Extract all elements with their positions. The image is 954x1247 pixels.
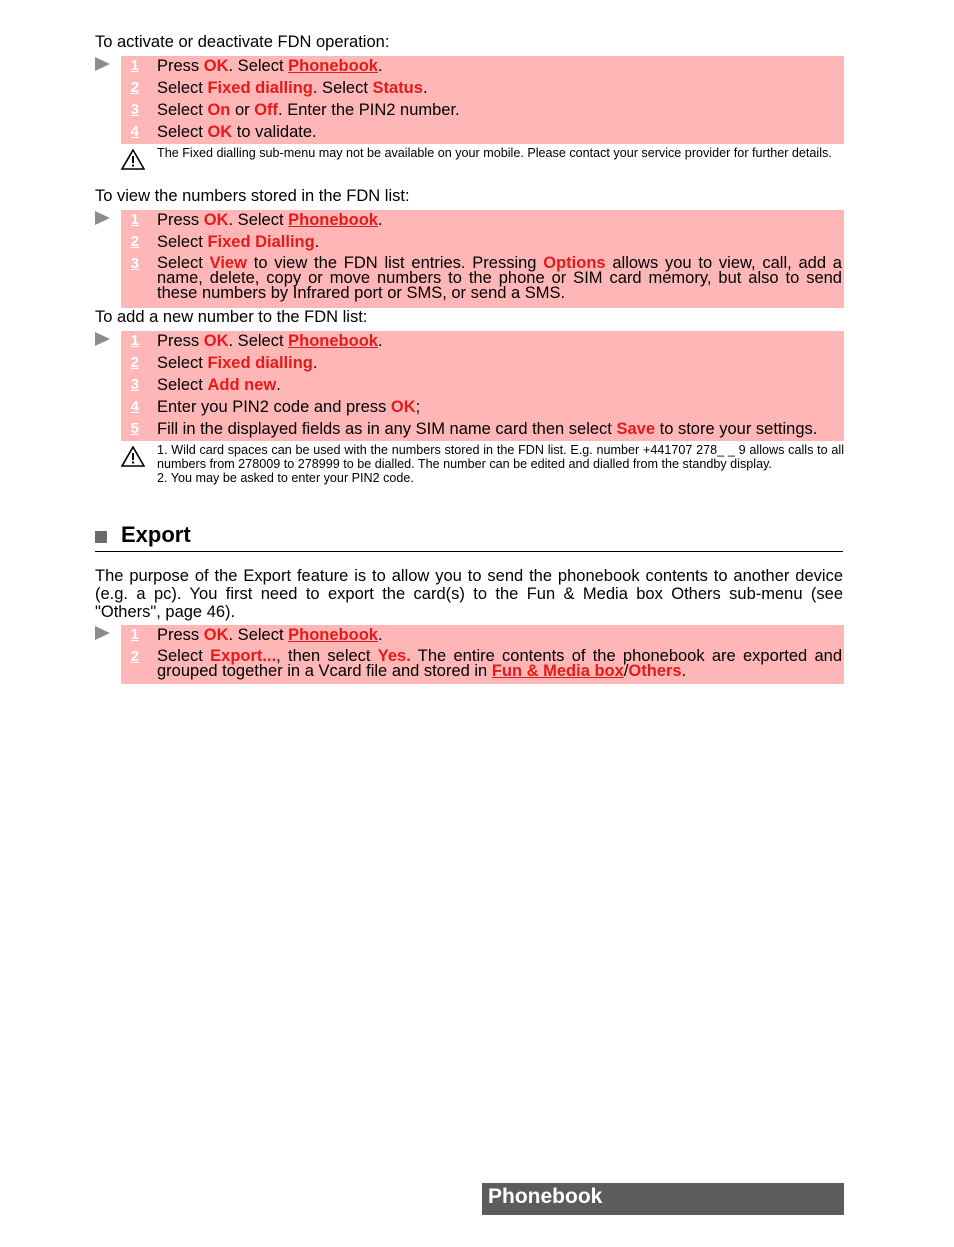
steps-view-fdn [95,210,844,308]
step-text-part: Select [157,101,208,119]
step-text-part: to validate. [232,123,317,141]
step-text [157,56,844,76]
intro-activate-fdn: To activate or deactivate FDN operation: [95,33,390,51]
step-text [157,122,844,142]
play-arrow-icon [95,211,110,225]
warning-icon [121,146,147,160]
menu-keyword: OK [390,398,416,416]
step-row [95,254,844,308]
step-text-part: . [377,57,383,75]
section-title: Export [121,522,191,547]
menu-link[interactable]: Phonebook [288,211,378,229]
menu-keyword: OK [207,123,233,141]
step-number: 1 [130,626,139,643]
step-text-part: . Enter the PIN2 number. [278,101,460,119]
section-heading-export [95,520,843,552]
step-row [95,397,844,419]
menu-keyword: View [209,254,247,272]
step-number: 3 [130,255,139,272]
step-text [157,232,844,252]
square-bullet-icon [95,531,107,543]
warning-note-2 [95,443,844,485]
step-row [95,210,844,232]
note-text [157,443,844,485]
step-text [157,254,844,301]
step-number: 2 [130,79,139,96]
step-text-part: ; [415,398,421,416]
step-text-part: or [230,101,255,119]
menu-keyword: Others [628,662,682,680]
note-line-2: 2. You may be asked to enter your PIN2 code. [157,471,414,485]
menu-link[interactable]: Fun & Media box [491,662,624,680]
menu-link[interactable]: Phonebook [288,332,378,350]
play-arrow-icon [95,57,110,71]
menu-keyword: Fixed dialling [207,354,313,372]
step-text-part: Press [157,626,204,644]
step-text-part: Select [157,647,211,665]
step-row [95,419,844,441]
step-text-part: . [312,354,318,372]
step-text-part: Press [157,57,204,75]
menu-link[interactable]: Phonebook [288,626,378,644]
step-text-part: Select [157,79,208,97]
intro-view-fdn: To view the numbers stored in the FDN list: [95,187,410,205]
step-number: 3 [130,101,139,118]
step-text-part: . Select [228,626,289,644]
intro-add-fdn: To add a new number to the FDN list: [95,308,368,326]
warning-icon [121,443,147,485]
step-row [95,331,844,353]
menu-keyword: Yes. [377,647,411,665]
play-arrow-icon [95,626,110,640]
step-row [95,122,844,144]
step-text-part: . [422,79,428,97]
step-text-part: , then select [276,647,378,665]
note-text: The Fixed dialling sub-menu may not be available on your mobile. Please contact your service provider for further details. [157,146,832,160]
step-row [95,625,844,647]
step-text-part: . [377,211,383,229]
step-number: 4 [130,398,139,415]
menu-keyword: Status [372,79,423,97]
step-text-part: allows you to view, call, add a name, delete, copy or move numbers to the phone or SIM card memory, but also to send these numbers by Infrared port or SMS, or send a SMS. [157,254,842,302]
step-text-part: Enter you PIN2 code and press [157,398,391,416]
footer-label: Phonebook [488,1185,603,1208]
step-number: 3 [130,376,139,393]
menu-keyword: Fixed Dialling [207,233,315,251]
step-text [157,647,844,679]
step-number: 1 [130,57,139,74]
footer-section-tab [482,1183,844,1215]
step-text [157,100,844,120]
step-text-part: Select [157,254,210,272]
step-text-part: Fill in the displayed fields as in any SIM name card then select [157,420,617,438]
step-row [95,353,844,375]
step-text-part: . Select [228,57,289,75]
step-text-part: Select [157,233,208,251]
menu-keyword: OK [203,332,229,350]
step-text-part: . [314,233,320,251]
menu-keyword: OK [203,626,229,644]
step-number: 1 [130,211,139,228]
play-arrow-icon [95,332,110,346]
steps-add-fdn [95,331,844,441]
step-text [157,353,844,373]
step-number: 2 [130,648,139,665]
step-number: 5 [130,420,139,437]
step-row [95,56,844,78]
step-row [95,232,844,254]
step-number: 1 [130,332,139,349]
step-text-part: to view the FDN list entries. Pressing [246,254,544,272]
step-number: 2 [130,354,139,371]
menu-keyword: Add new [207,376,277,394]
step-text-part: Select [157,376,208,394]
step-text-part: to store your settings. [655,420,818,438]
step-text [157,331,844,351]
note-line-1: 1. Wild card spaces can be used with the numbers stored in the FDN list. E.g. number +441707 278_ _ 9 allows calls to all numbers from 278009 to 278999 to be dialled. The number can be edited and dialled from the standby display. [157,443,844,471]
steps-export [95,625,844,684]
step-text [157,625,844,645]
step-text [157,419,844,439]
menu-keyword: Off [254,101,279,119]
step-text-part: The entire contents of the phonebook are exported and grouped together in a Vcard file and stored in [157,647,842,680]
step-row [95,375,844,397]
step-row [95,647,844,684]
step-row [95,100,844,122]
menu-keyword: OK [203,211,229,229]
step-text-part: . [377,332,383,350]
step-text-part: / [623,662,629,680]
step-text-part: . [276,376,281,394]
steps-activate-fdn [95,56,844,144]
menu-keyword: Options [543,254,606,272]
step-text-part: . Select [228,332,289,350]
warning-note-1 [95,146,844,160]
export-paragraph: The purpose of the Export feature is to allow you to send the phonebook contents to another device (e.g. a pc). You first need to export the card(s) to the Fun & Media box Others sub-menu (see "Others", page 46). [95,567,843,621]
step-text-part: Select [157,354,208,372]
step-text-part: . Select [228,211,289,229]
step-text-part: Select [157,123,208,141]
step-text-part: Press [157,332,204,350]
step-text-part: . [681,662,687,680]
menu-link[interactable]: Phonebook [288,57,378,75]
step-row [95,78,844,100]
step-text-part: . [377,626,383,644]
step-text [157,210,844,230]
menu-keyword: Export... [210,647,277,665]
step-text [157,397,844,417]
step-text [157,78,844,98]
step-text-part: Press [157,211,204,229]
step-number: 2 [130,233,139,250]
step-text-part: . Select [312,79,373,97]
menu-keyword: On [207,101,231,119]
menu-keyword: OK [203,57,229,75]
menu-keyword: Save [616,420,656,438]
step-text [157,375,844,395]
step-number: 4 [130,123,139,140]
menu-keyword: Fixed dialling [207,79,313,97]
